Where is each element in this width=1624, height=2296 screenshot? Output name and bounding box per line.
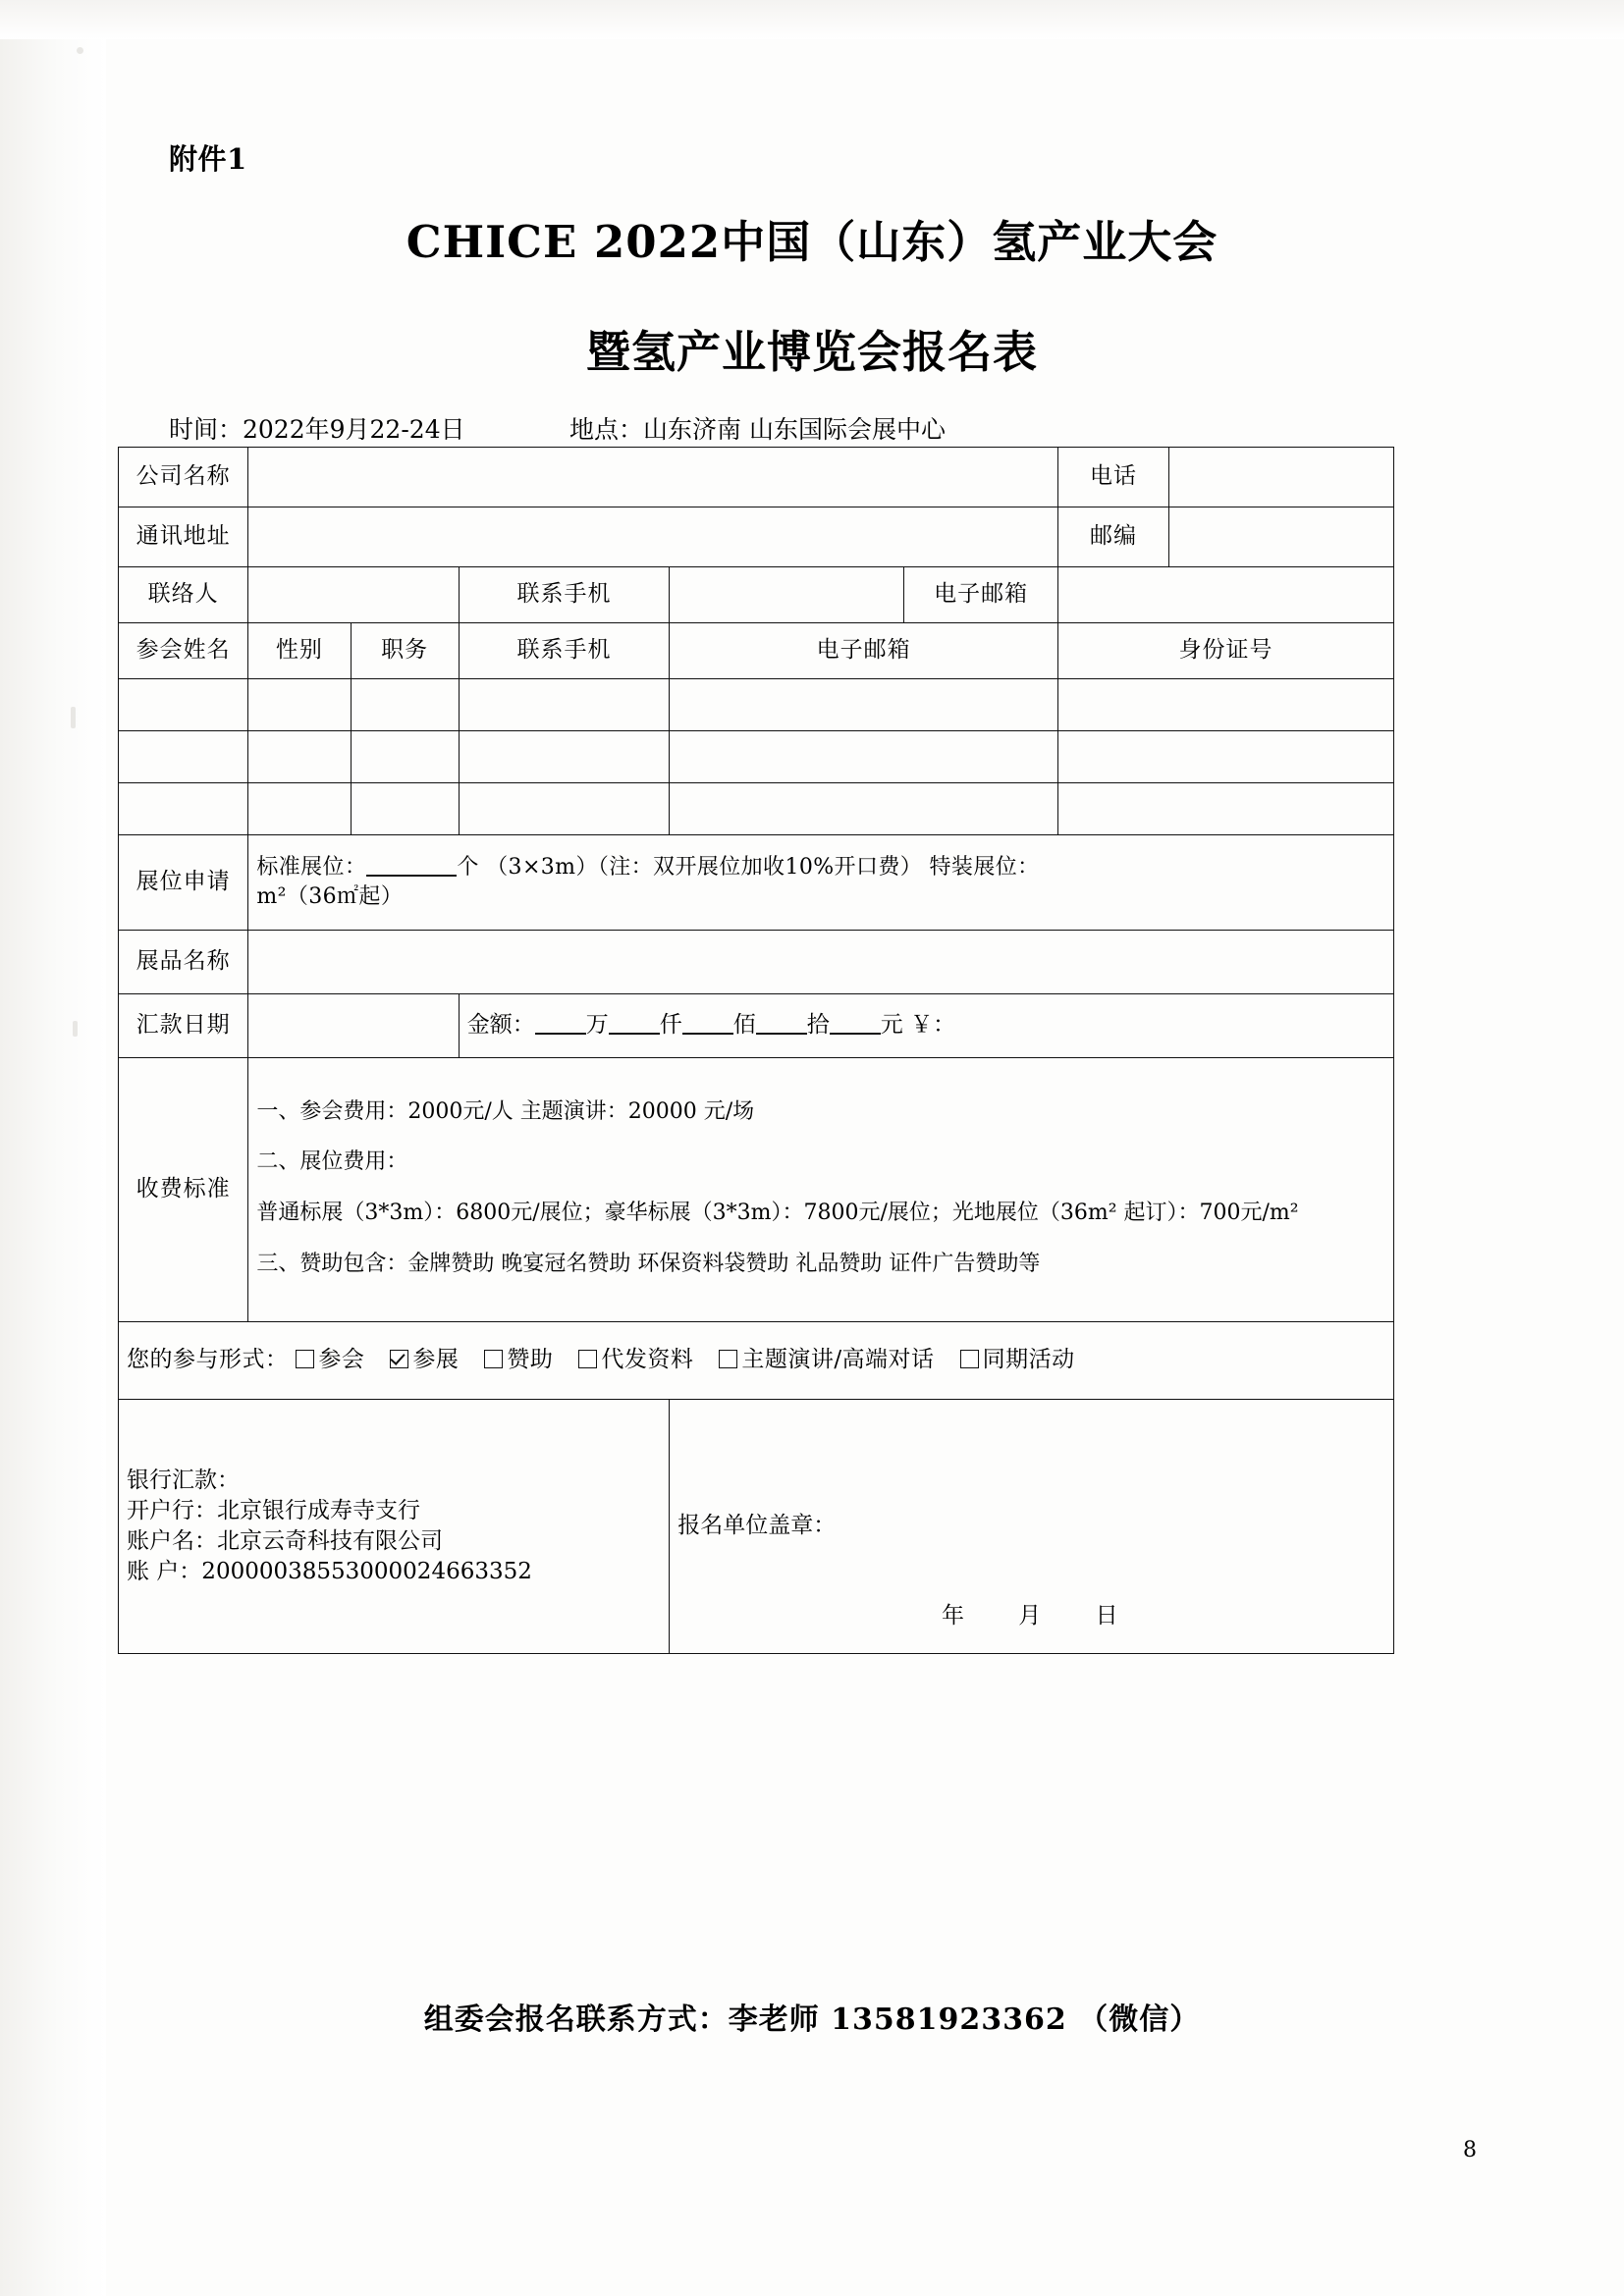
attendee-mobile-input[interactable] [459,783,669,835]
postcode-input[interactable] [1168,507,1393,567]
phone-label: 电话 [1058,448,1169,507]
page-title-line1: CHICE 2022中国（山东）氢产业大会 [406,216,1218,268]
participation-option-canhui[interactable] [296,1345,364,1375]
attendee-gender-input[interactable] [248,731,351,783]
event-time: 时间：2022年9月22-24日 [169,415,465,444]
table-row-booth [119,835,1394,931]
attendee-id-input[interactable] [1058,679,1394,731]
table-row-fee [119,1058,1394,1322]
table-row-attendee [119,679,1394,731]
attendee-position-input[interactable] [351,731,459,783]
fee-line-2: 二、展位费用： [256,1149,408,1175]
fee-standard-cell [248,1058,1394,1322]
attendee-gender-input[interactable] [248,783,351,835]
table-row-bank-seal [119,1400,1394,1654]
booth-application-cell[interactable] [248,835,1394,931]
table-row-remittance [119,994,1394,1058]
amount-unit-shi: 拾 [806,1012,830,1039]
scan-speck [71,707,76,728]
checkbox-daifa-icon[interactable] [578,1350,597,1368]
fee-line-4: 三、赞助包含：金牌赞助 晚宴冠名赞助 环保资料袋赞助 礼品赞助 证件广告赞助等 [256,1251,1041,1276]
scan-edge-shading-top [0,0,1624,39]
table-row-address [119,507,1394,567]
attendee-position-input[interactable] [351,679,459,731]
attendee-id-input[interactable] [1058,783,1394,835]
participation-option-label: 代发资料 [601,1347,694,1373]
table-row-contact [119,567,1394,623]
page-title-line2: 暨氢产业博览会报名表 [585,326,1038,378]
participation-option-daifa[interactable] [578,1345,693,1375]
amount-blank-bai[interactable] [682,1013,733,1035]
checkbox-canhui-icon[interactable] [296,1350,314,1368]
participation-option-label: 同期活动 [982,1347,1075,1373]
checkbox-yanjiang-icon[interactable] [719,1350,737,1368]
attendee-header-email: 电子邮箱 [670,623,1058,679]
checkbox-tongqi-icon[interactable] [960,1350,979,1368]
seal-label: 报名单位盖章： [677,1513,837,1539]
remit-amount-cell[interactable] [459,994,1393,1058]
footer-contact: 组委会报名联系方式：李老师 13581923362 （微信） [423,2002,1201,2037]
attendee-header-gender: 性别 [248,623,351,679]
table-row-attendee-header [119,623,1394,679]
attendee-email-input[interactable] [670,783,1058,835]
exhibit-name-input[interactable] [248,931,1394,994]
amount-unit-qian: 仟 [659,1012,682,1039]
booth-count-blank[interactable] [366,855,457,877]
amount-blank-wan[interactable] [535,1013,586,1035]
event-place: 地点：山东济南 山东国际会展中心 [569,415,946,444]
amount-blank-shi[interactable] [756,1013,807,1035]
bank-branch: 开户行：北京银行成寿寺支行 [127,1497,420,1523]
attendee-name-input[interactable] [119,731,248,783]
seal-cell[interactable] [670,1400,1394,1654]
table-row-company [119,448,1394,507]
attendee-mobile-input[interactable] [459,679,669,731]
bank-account-number: 账 户：20000038553000024663352 [127,1559,532,1585]
fee-line-3: 普通标展（3*3m）：6800元/展位；豪华标展（3*3m）：7800元/展位；光地展位（36m² 起订）：700元/m² [256,1201,1299,1225]
table-row-exhibit [119,931,1394,994]
contact-name-input[interactable] [248,567,459,623]
attendee-name-input[interactable] [119,783,248,835]
attendee-header-name: 参会姓名 [119,623,248,679]
attendee-gender-input[interactable] [248,679,351,731]
address-label: 通讯地址 [119,507,248,567]
amount-unit-bai: 佰 [732,1012,756,1039]
amount-unit-wan: 万 [585,1012,609,1039]
participation-option-label: 主题演讲/高端对话 [741,1347,935,1373]
attendee-position-input[interactable] [351,783,459,835]
exhibit-label: 展品名称 [119,931,248,994]
participation-option-tongqi[interactable] [960,1345,1075,1375]
bank-transfer-cell [119,1400,670,1654]
remit-date-label: 汇款日期 [119,994,248,1058]
attendee-email-input[interactable] [670,731,1058,783]
attendee-header-id: 身份证号 [1058,623,1394,679]
table-row-attendee [119,783,1394,835]
fee-label: 收费标准 [119,1058,248,1322]
attendee-email-input[interactable] [670,679,1058,731]
participation-option-canzhan[interactable] [390,1345,459,1375]
table-row-participation [119,1322,1394,1400]
attendee-id-input[interactable] [1058,731,1394,783]
page-number: 8 [1463,2138,1477,2163]
amount-unit-yuan: 元 [880,1012,903,1039]
booth-text-a: 标准展位： [256,855,367,881]
phone-input[interactable] [1168,448,1393,507]
bank-heading: 银行汇款： [127,1467,240,1493]
amount-prefix: 金额： [466,1012,535,1039]
participation-option-label: 参展 [412,1347,460,1373]
remit-date-input[interactable] [248,994,459,1058]
checkbox-canzhan-icon[interactable] [390,1350,408,1368]
bank-account-name: 账户名：北京云奇科技有限公司 [127,1528,443,1554]
participation-option-label: 参会 [318,1347,365,1373]
participation-cell [119,1322,1394,1400]
address-input[interactable] [248,507,1058,567]
fee-line-1: 一、参会费用：2000元/人 主题演讲：20000 元/场 [256,1098,755,1124]
booth-text-c: m²（36㎡起） [256,884,404,909]
checkbox-zanzhu-icon[interactable] [484,1350,503,1368]
amount-blank-qian[interactable] [609,1013,660,1035]
scan-speck [73,1021,78,1037]
contact-email-input[interactable] [1058,567,1394,623]
participation-option-zanzhu[interactable] [484,1345,553,1375]
attendee-header-position: 职务 [351,623,459,679]
seal-date-line: 年 月 日 [941,1602,1142,1629]
postcode-label: 邮编 [1058,507,1169,567]
contact-mobile-input[interactable] [670,567,904,623]
participation-option-yanjiang[interactable] [719,1345,934,1375]
table-row-attendee [119,731,1394,783]
participation-label: 您的参与形式： [127,1347,289,1373]
scan-speck [77,47,83,54]
contact-label: 联络人 [119,567,248,623]
amount-suffix: ￥： [910,1012,956,1039]
registration-form-table [118,447,1394,1654]
company-name-input[interactable] [248,448,1058,507]
attendee-mobile-input[interactable] [459,731,669,783]
amount-blank-yuan[interactable] [830,1013,881,1035]
contact-email-label: 电子邮箱 [904,567,1058,623]
participation-option-label: 赞助 [507,1347,554,1373]
booth-text-b: 个 （3×3m）（注：双开展位加收10%开口费） 特装展位： [457,855,1040,881]
attachment-label: 附件1 [169,142,247,176]
booth-label: 展位申请 [119,835,248,931]
attendee-header-mobile: 联系手机 [459,623,669,679]
contact-mobile-label: 联系手机 [459,567,669,623]
company-name-label: 公司名称 [119,448,248,507]
attendee-name-input[interactable] [119,679,248,731]
